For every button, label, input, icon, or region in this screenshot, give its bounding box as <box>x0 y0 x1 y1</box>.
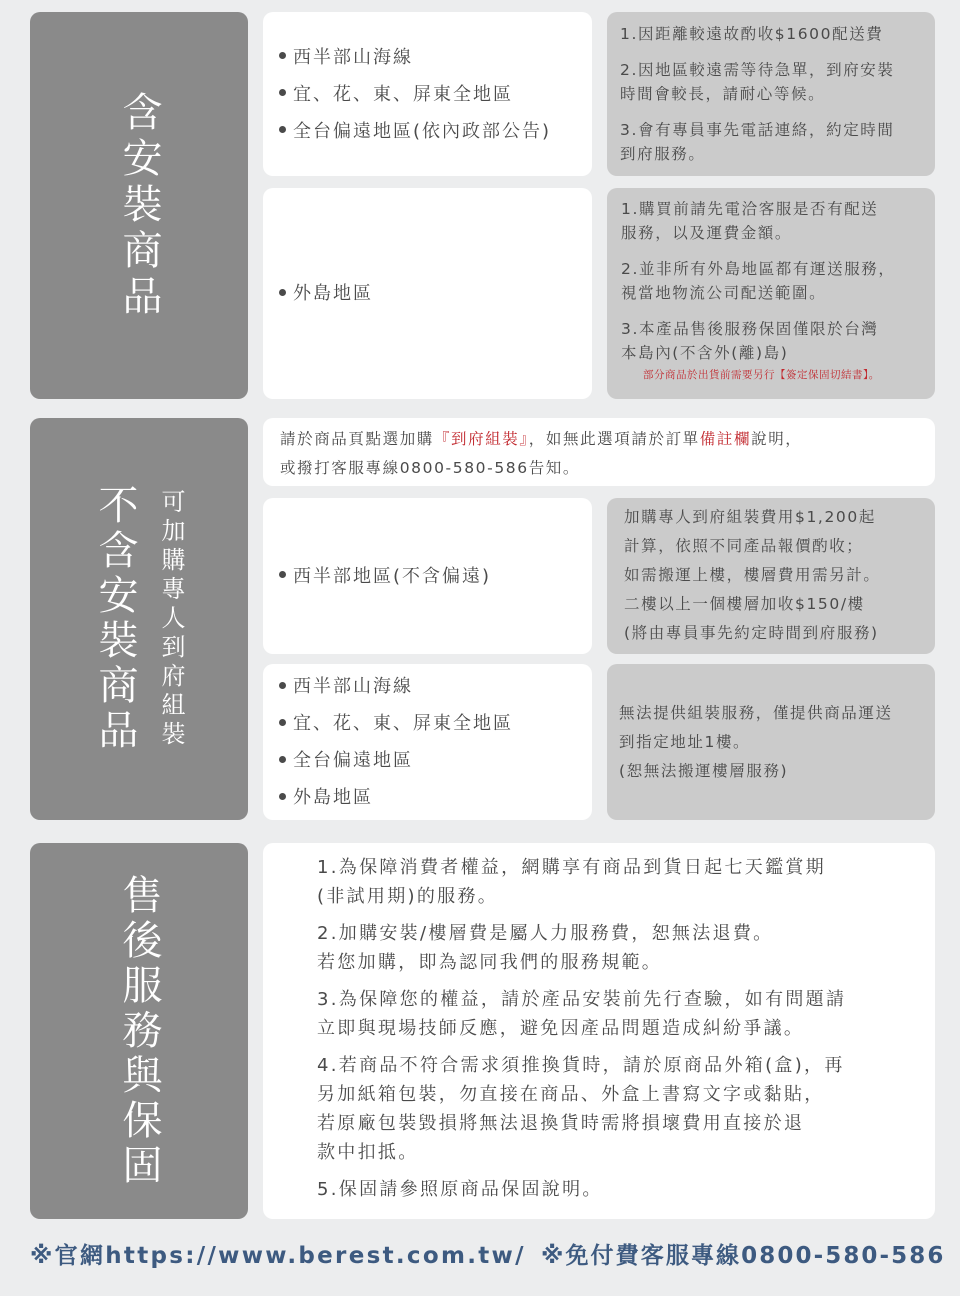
note-line: (將由專員事先約定時間到府服務) <box>624 624 879 642</box>
section-label-with-installation <box>30 12 248 399</box>
list-item: 外島地區 <box>279 779 513 816</box>
note-list <box>620 22 925 166</box>
region-box <box>263 12 592 176</box>
list-item: 3.會有專員事先電話連絡，約定時間 到府服務。 <box>620 121 895 163</box>
section-label-after-sales <box>30 843 248 1219</box>
list-item: 西半部山海線 <box>279 39 551 76</box>
region-box <box>263 188 592 399</box>
section-label-text: 售後服務與保固 <box>116 873 162 1189</box>
website-link[interactable]: ※官網https://www.berest.com.tw/ <box>30 1243 526 1269</box>
highlight-home-assembly: 『到府組裝』 <box>433 430 529 448</box>
note-line: 計算，依照不同產品報價酌收； <box>624 537 864 555</box>
section-label-without-installation <box>30 418 248 820</box>
section-sublabel-text: 可加購專人到府組裝 <box>157 488 185 750</box>
section-label-text: 含安裝商品 <box>116 90 162 321</box>
region-list <box>279 558 491 595</box>
note-line: 二樓以上一個樓層加收$150/樓 <box>624 595 865 613</box>
list-item: 西半部地區(不含偏遠) <box>279 558 491 595</box>
after-sales-list <box>317 853 935 1204</box>
warranty-agreement-note: 部分商品於出貨前需要另行【簽定保固切結書】。 <box>643 369 880 381</box>
list-item: 2.加購安裝/樓層費是屬人力服務費，恕無法退費。 若您加購，即為認同我們的服務規範。 <box>317 923 774 973</box>
note-line: 到指定地址1樓。 <box>619 732 751 751</box>
list-item: 西半部山海線 <box>279 668 513 705</box>
list-item: 宜、花、東、屏東全地區 <box>279 705 513 742</box>
region-list <box>279 275 373 312</box>
list-item: 4.若商品不符合需求須推換貨時，請於原商品外箱(盒)，再 另加紙箱包裝，勿直接在商品、外盒上書寫文字或黏貼， 若原廠包裝毀損將無法退換貨時需將損壞費用直接於退 款中扣抵。 <box>317 1055 845 1163</box>
note-line: 如需搬運上樓，樓層費用需另計。 <box>624 566 881 584</box>
list-item: 宜、花、東、屏東全地區 <box>279 76 551 113</box>
list-item: 3.本產品售後服務保固僅限於台灣 本島內(不含外(離)島) <box>621 320 879 362</box>
note-box <box>607 498 935 654</box>
list-item: 全台偏遠地區 <box>279 742 513 779</box>
section-label-text: 不含安裝商品 <box>92 484 138 754</box>
region-list <box>279 39 551 150</box>
list-item: 3.為保障您的權益，請於產品安裝前先行查驗，如有問題請 立即與現場技師反應，避免因產品問題造成糾紛爭議。 <box>317 989 847 1039</box>
note-box <box>607 12 935 176</box>
region-list <box>279 668 513 816</box>
instruction-line: 或撥打客服專線0800-580-586告知。 <box>280 459 581 477</box>
after-sales-box <box>263 843 935 1219</box>
note-line: 加購專人到府組裝費用$1,200起 <box>624 508 876 526</box>
list-item: 2.因地區較遠需等待急單，到府安裝 時間會較長，請耐心等候。 <box>620 61 895 103</box>
region-box <box>263 498 592 654</box>
list-item: 1.因距離較遠故酌收$1600配送費 <box>620 25 884 43</box>
list-item: 5.保固請參照原商品保固說明。 <box>317 1179 603 1200</box>
note-list <box>621 197 925 365</box>
list-item: 全台偏遠地區(依內政部公告) <box>279 113 551 150</box>
region-box <box>263 664 592 820</box>
highlight-remarks-field: 備註欄 <box>699 430 752 448</box>
note-box <box>607 664 935 820</box>
hotline-text: ※免付費客服專線0800-580-586 <box>541 1243 946 1269</box>
list-item: 1.為保障消費者權益，網購享有商品到貨日起七天鑑賞期 (非試用期)的服務。 <box>317 857 826 907</box>
list-item: 2.並非所有外島地區都有運送服務， 視當地物流公司配送範圍。 <box>621 260 896 302</box>
note-line: (恕無法搬運樓層服務) <box>619 761 789 780</box>
list-item: 外島地區 <box>279 275 373 312</box>
list-item: 1.購買前請先電洽客服是否有配送 服務，以及運費金額。 <box>621 200 879 242</box>
note-line: 無法提供組裝服務，僅提供商品運送 <box>619 703 893 722</box>
note-box <box>607 188 935 399</box>
instruction-line: 請於商品頁點選加購『到府組裝』，如無此選項請於訂單備註欄說明， <box>280 430 803 448</box>
order-instruction-box <box>263 418 935 486</box>
